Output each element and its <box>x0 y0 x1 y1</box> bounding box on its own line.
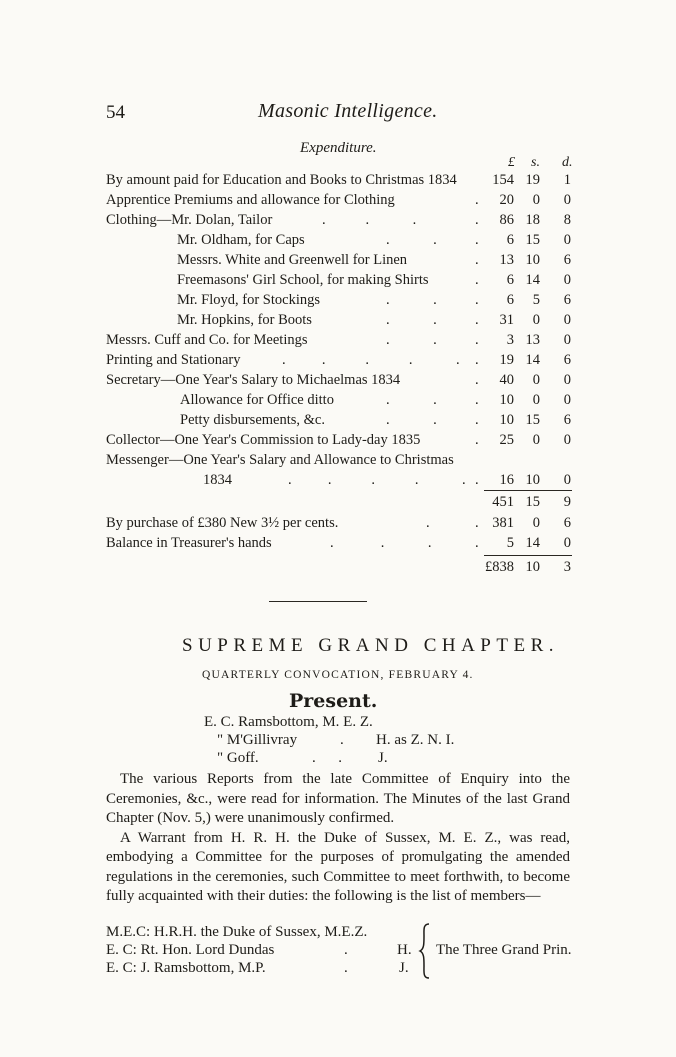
table-row <box>0 432 676 452</box>
row-shillings: 0 <box>532 372 540 388</box>
leader-dot: . <box>475 392 479 408</box>
row-pence: 0 <box>563 535 571 551</box>
leader-dot: . <box>475 472 479 488</box>
row-description: Messrs. Cuff and Co. for Meetings <box>106 332 308 348</box>
leader-dots: . . <box>312 750 342 766</box>
row-description: Mr. Oldham, for Caps <box>177 232 305 248</box>
subtotal-pence: 9 <box>563 494 571 510</box>
row-description: By amount paid for Education and Books to Christmas 1834 <box>106 172 457 188</box>
subtotal-pounds: 451 <box>492 494 514 510</box>
row-shillings: 15 <box>525 412 540 428</box>
row-pence: 1 <box>563 172 571 188</box>
row-shillings: 14 <box>525 535 540 551</box>
present-role: H. as Z. N. I. <box>376 732 455 748</box>
row-description: Apprentice Premiums and allowance for Clothing <box>106 192 395 208</box>
page-number: 54 <box>106 102 125 123</box>
column-pence: d. <box>562 155 573 170</box>
table-row <box>0 172 676 192</box>
row-shillings: 13 <box>525 332 540 348</box>
row-pounds: 10 <box>499 392 514 408</box>
total-shillings: 10 <box>525 559 540 575</box>
member-name: M.E.C: H.R.H. the Duke of Sussex, M.E.Z. <box>106 924 368 940</box>
leader-dot: . <box>344 960 348 976</box>
row-pounds: 25 <box>499 432 514 448</box>
leader-dot: . <box>475 212 479 228</box>
section-title: SUPREME GRAND CHAPTER. <box>182 635 560 656</box>
row-shillings: 14 <box>525 272 540 288</box>
leader-dot: . <box>475 232 479 248</box>
row-shillings: 0 <box>532 192 540 208</box>
table-row <box>0 472 676 492</box>
total-pounds: £838 <box>485 559 514 575</box>
row-pence: 6 <box>563 352 571 368</box>
present-name: " Goff. <box>217 750 259 766</box>
row-description: Petty disbursements, &c. <box>180 412 325 428</box>
column-shillings: s. <box>531 155 540 170</box>
row-pence: 0 <box>563 272 571 288</box>
row-pounds: 13 <box>499 252 514 268</box>
table-row <box>0 292 676 312</box>
row-description: Allowance for Office ditto <box>180 392 334 408</box>
section-divider <box>269 601 367 602</box>
row-description: By purchase of £380 New 3½ per cents. <box>106 515 339 531</box>
leader-dots: . . <box>386 392 437 408</box>
table-row <box>0 452 676 472</box>
leader-dots: . . . <box>330 535 432 551</box>
row-pounds: 20 <box>499 192 514 208</box>
row-pence: 0 <box>563 372 571 388</box>
row-shillings: 18 <box>525 212 540 228</box>
row-description: Balance in Treasurer's hands <box>106 535 272 551</box>
row-shillings: 5 <box>532 292 540 308</box>
row-pence: 6 <box>563 412 571 428</box>
brace-icon <box>418 922 432 980</box>
present-name: " M'Gillivray <box>217 732 298 748</box>
row-pence: 0 <box>563 232 571 248</box>
row-shillings: 0 <box>532 432 540 448</box>
leader-dots: . . <box>386 232 437 248</box>
row-shillings: 14 <box>525 352 540 368</box>
leader-dot: . <box>475 535 479 551</box>
total-row <box>0 559 676 579</box>
row-pounds: 6 <box>506 272 514 288</box>
row-shillings: 10 <box>525 252 540 268</box>
present-name: E. C. Ramsbottom, M. E. Z. <box>204 714 373 730</box>
row-pounds: 6 <box>506 232 514 248</box>
paragraph: A Warrant from H. R. H. the Duke of Sussex, M. E. Z., was read, embodying a Committee for the purposes of promulgating the amended regulations in the ceremonies, such Committee to meet forthwith, to become fully acquainted with their duties: the following is the list of members— <box>106 829 570 904</box>
table-row <box>0 212 676 232</box>
leader-dots: . . . . . <box>288 472 466 488</box>
row-pounds: 40 <box>499 372 514 388</box>
table-row <box>0 192 676 212</box>
brace-label: The Three Grand Prin. <box>436 942 572 958</box>
leader-dot: . <box>344 942 348 958</box>
member-name: E. C: J. Ramsbottom, M.P. <box>106 960 266 976</box>
table-row <box>0 515 676 535</box>
row-pence: 8 <box>563 212 571 228</box>
row-description: Messenger—One Year's Salary and Allowance to Christmas <box>106 452 454 468</box>
row-pounds: 86 <box>499 212 514 228</box>
leader-dots: . . <box>386 292 437 308</box>
leader-dot: . <box>475 352 479 368</box>
leader-dot: . <box>475 372 479 388</box>
row-pounds: 6 <box>506 292 514 308</box>
row-shillings: 10 <box>525 472 540 488</box>
row-pence: 0 <box>563 312 571 328</box>
row-description: Freemasons' Girl School, for making Shirts <box>177 272 429 288</box>
leader-dot: . <box>475 192 479 208</box>
row-description: Collector—One Year's Commission to Lady-day 1835 <box>106 432 421 448</box>
running-head: Masonic Intelligence. <box>258 100 438 122</box>
row-pence: 0 <box>563 472 571 488</box>
leader-dots: . . <box>386 332 437 348</box>
leader-dot: . <box>475 432 479 448</box>
row-description: 1834 <box>203 472 232 488</box>
table-row <box>0 312 676 332</box>
leader-dots: . . <box>386 312 437 328</box>
row-pounds: 3 <box>506 332 514 348</box>
row-pounds: 19 <box>499 352 514 368</box>
present-heading: Present. <box>289 690 378 712</box>
leader-dot: . <box>475 292 479 308</box>
table-row <box>0 372 676 392</box>
row-pounds: 381 <box>492 515 514 531</box>
member-role: H. <box>397 942 412 958</box>
row-pence: 0 <box>563 192 571 208</box>
leader-dot: . <box>475 272 479 288</box>
row-pence: 0 <box>563 392 571 408</box>
leader-dot: . <box>475 412 479 428</box>
row-pence: 6 <box>563 515 571 531</box>
row-description: Mr. Floyd, for Stockings <box>177 292 320 308</box>
row-description: Printing and Stationary <box>106 352 241 368</box>
member-role: J. <box>399 960 409 976</box>
table-row <box>0 352 676 372</box>
subtotal-row <box>0 494 676 514</box>
table-row <box>0 535 676 555</box>
leader-dots: . . <box>386 412 437 428</box>
row-pence: 6 <box>563 292 571 308</box>
row-shillings: 19 <box>525 172 540 188</box>
total-rule <box>484 555 572 556</box>
subtotal-shillings: 15 <box>525 494 540 510</box>
total-pence: 3 <box>563 559 571 575</box>
row-description: Messrs. White and Greenwell for Linen <box>177 252 408 268</box>
row-pence: 0 <box>563 432 571 448</box>
table-row <box>0 332 676 352</box>
row-pounds: 5 <box>506 535 514 551</box>
member-name: E. C: Rt. Hon. Lord Dundas <box>106 942 275 958</box>
leader-dot: . <box>475 332 479 348</box>
leader-dot: . <box>475 312 479 328</box>
table-row <box>0 412 676 432</box>
leader-dot: . <box>340 732 344 748</box>
row-pounds: 31 <box>499 312 514 328</box>
row-shillings: 0 <box>532 392 540 408</box>
column-pounds: £ <box>508 155 515 170</box>
row-pence: 0 <box>563 332 571 348</box>
table-row <box>0 252 676 272</box>
subtotal-rule <box>484 490 572 491</box>
row-description: Clothing—Mr. Dolan, Tailor <box>106 212 273 228</box>
row-pence: 6 <box>563 252 571 268</box>
table-row <box>0 232 676 252</box>
paragraph: The various Reports from the late Committee of Enquiry into the Ceremonies, &c., were read for information. The Minutes of the last Grand Chapter (Nov. 5,) were unanimously confirmed. <box>106 771 570 826</box>
row-shillings: 0 <box>532 515 540 531</box>
row-shillings: 0 <box>532 312 540 328</box>
expenditure-title: Expenditure. <box>300 140 377 156</box>
row-description: Secretary—One Year's Salary to Michaelmas 1834 <box>106 372 401 388</box>
table-row <box>0 272 676 292</box>
leader-dots: . . . <box>322 212 417 228</box>
row-pounds: 154 <box>492 172 514 188</box>
leader-dot: . <box>475 252 479 268</box>
row-shillings: 15 <box>525 232 540 248</box>
leader-dots: . . . . . <box>282 352 460 368</box>
leader-dot: . <box>475 515 479 531</box>
row-pounds: 16 <box>499 472 514 488</box>
table-row <box>0 392 676 412</box>
present-role: J. <box>378 750 388 766</box>
row-pounds: 10 <box>499 412 514 428</box>
leader-dots: . <box>426 515 430 531</box>
section-subtitle: QUARTERLY CONVOCATION, FEBRUARY 4. <box>202 669 474 681</box>
body-text <box>106 770 570 907</box>
row-description: Mr. Hopkins, for Boots <box>177 312 312 328</box>
